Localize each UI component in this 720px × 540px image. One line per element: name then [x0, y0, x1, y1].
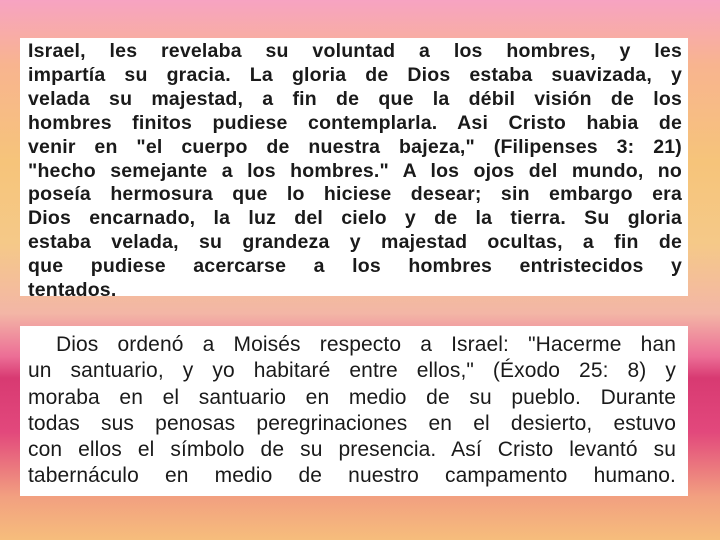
text-line: que pudiese acercarse a los hombres entristecidos y	[28, 255, 682, 278]
text-line: hombres finitos pudiese contemplarla. Asi Cristo habia de	[28, 111, 682, 134]
text-line: tentados.	[28, 279, 117, 296]
text-line: tabernáculo en medio de nuestro campamento humano.	[28, 464, 676, 488]
text-line: velada su majestad, a fin de que la débil visión de los	[28, 87, 682, 110]
text-line: venir en "el cuerpo de nuestra bajeza," (Filipenses 3: 21)	[28, 135, 682, 158]
text-line: Israel, les revelaba su voluntad a los hombres, y les	[28, 40, 682, 62]
text-line: todas sus penosas peregrinaciones en el desierto, estuvo	[28, 411, 676, 435]
text-line: impartía su gracia. La gloria de Dios estaba suavizada, y	[28, 63, 682, 86]
text-line: Dios encarnado, la luz del cielo y de la tierra. Su gloria	[28, 207, 682, 230]
text-line: Dios ordenó a Moisés respecto a Israel: "Hacerme han	[56, 333, 676, 356]
text-line: moraba en el santuario en medio de su pueblo. Durante	[28, 385, 676, 409]
text-line: estaba velada, su grandeza y majestad ocultas, a fin de	[28, 231, 682, 254]
text-line: "hecho semejante a los hombres." A los ojos del mundo, no	[28, 159, 682, 182]
text-line: con ellos el símbolo de su presencia. Así Cristo levantó su	[28, 438, 676, 462]
text-panel-top	[20, 38, 688, 296]
text-panel-bottom	[20, 326, 688, 496]
text-line: poseía hermosura que lo hiciese desear; sin embargo era	[28, 183, 682, 206]
text-line: un santuario, y yo habitaré entre ellos," (Éxodo 25: 8) y	[28, 359, 676, 383]
